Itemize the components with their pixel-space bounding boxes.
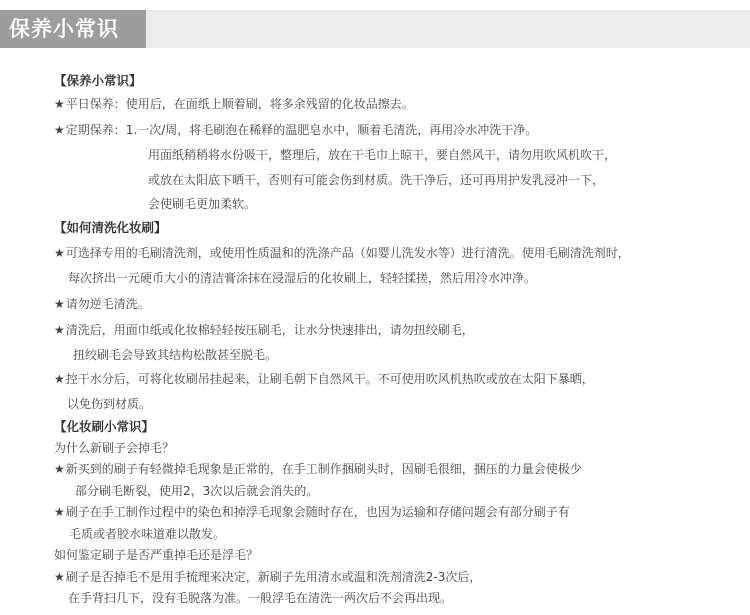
list-item (54, 96, 414, 112)
star-icon: ★ (54, 246, 65, 260)
list-item-continuation: 毛质或者胶水味道难以散发。 (69, 527, 226, 541)
list-item-text: 平日保养：使用后，在面纸上顺着刷，将多余残留的化妆品擦去。 (65, 97, 414, 111)
section-heading-tips: 【化妆刷小常识】 (54, 419, 155, 434)
list-item-text: 新买到的刷子有轻微掉毛现象是正常的，在手工制作捆刷头时，因刷毛很细，捆压的力量会使极少 (65, 462, 582, 476)
star-icon: ★ (54, 97, 65, 111)
list-item-continuation: 会使刷毛更加柔软。 (148, 197, 257, 211)
list-item-continuation: 或放在太阳底下晒干，否则有可能会伤到材质。洗干净后，还可再用护发乳浸冲一下， (148, 173, 605, 187)
list-item-text: 可选择专用的毛刷清洗剂，或使用性质温和的洗涤产品（如婴儿洗发水等）进行清洗。使用毛刷清洗剂时， (65, 246, 630, 260)
star-icon: ★ (54, 323, 65, 337)
list-item (54, 296, 150, 312)
section-heading-care: 【保养小常识】 (54, 73, 142, 88)
list-item-continuation: 以免伤到材质。 (67, 397, 152, 411)
list-item-text: 清洗后，用面巾纸或化妆棉轻轻按压刷毛，让水分快速排出，请勿扭绞刷毛， (65, 323, 474, 337)
list-item-continuation: 部分刷毛断裂，使用2，3次以后就会消失的。 (75, 484, 319, 498)
page-title: 保养小常识 (0, 10, 146, 48)
list-item (54, 322, 474, 338)
list-item-continuation: 在手背扫几下，没有毛脱落为准。一般浮毛在清洗一两次后不会再出现。 (68, 591, 453, 605)
list-item (54, 569, 481, 585)
question-text: 为什么新刷子会掉毛？ (54, 441, 175, 455)
star-icon: ★ (54, 570, 65, 584)
list-item-text: 刷子在手工制作过程中的染色和掉浮毛现象会随时存在，也因为运输和存储问题会有部分刷子有 (65, 505, 570, 519)
list-item (54, 122, 537, 138)
list-item-text: 定期保养：1.一次/周，将毛刷泡在稀释的温肥皂水中，顺着毛清洗，再用冷水冲洗干净。 (65, 123, 538, 137)
list-item (54, 245, 630, 261)
star-icon: ★ (54, 505, 65, 519)
star-icon: ★ (54, 462, 65, 476)
list-item-continuation: 扭绞刷毛会导致其结构松散甚至脱毛。 (73, 348, 278, 362)
list-item-text: 请勿逆毛清洗。 (65, 297, 150, 311)
list-item (54, 461, 582, 477)
list-item (54, 504, 570, 520)
list-item-text: 刷子是否掉毛不是用手梳理来决定，新刷子先用清水或温和洗剂清洗2-3次后， (65, 570, 482, 584)
list-item (54, 371, 594, 387)
list-item-continuation: 用面纸稍稍将水份吸干，整理后，放在干毛巾上晾干，要自然风干，请勿用吹风机吹干， (148, 148, 617, 162)
list-item-continuation: 每次挤出一元硬币大小的清洁膏涂抹在浸湿后的化妆刷上，轻轻揉搓，然后用冷水冲净。 (68, 271, 537, 285)
star-icon: ★ (54, 297, 65, 311)
section-heading-cleaning: 【如何清洗化妆刷】 (54, 220, 167, 235)
list-item-text: 控干水分后，可将化妆刷吊挂起来，让刷毛朝下自然风干。不可使用吹风机热吹或放在太阳下暴晒， (65, 372, 594, 386)
star-icon: ★ (54, 123, 65, 137)
star-icon: ★ (54, 372, 65, 386)
question-text: 如何鉴定刷子是否严重掉毛还是浮毛？ (54, 548, 259, 562)
